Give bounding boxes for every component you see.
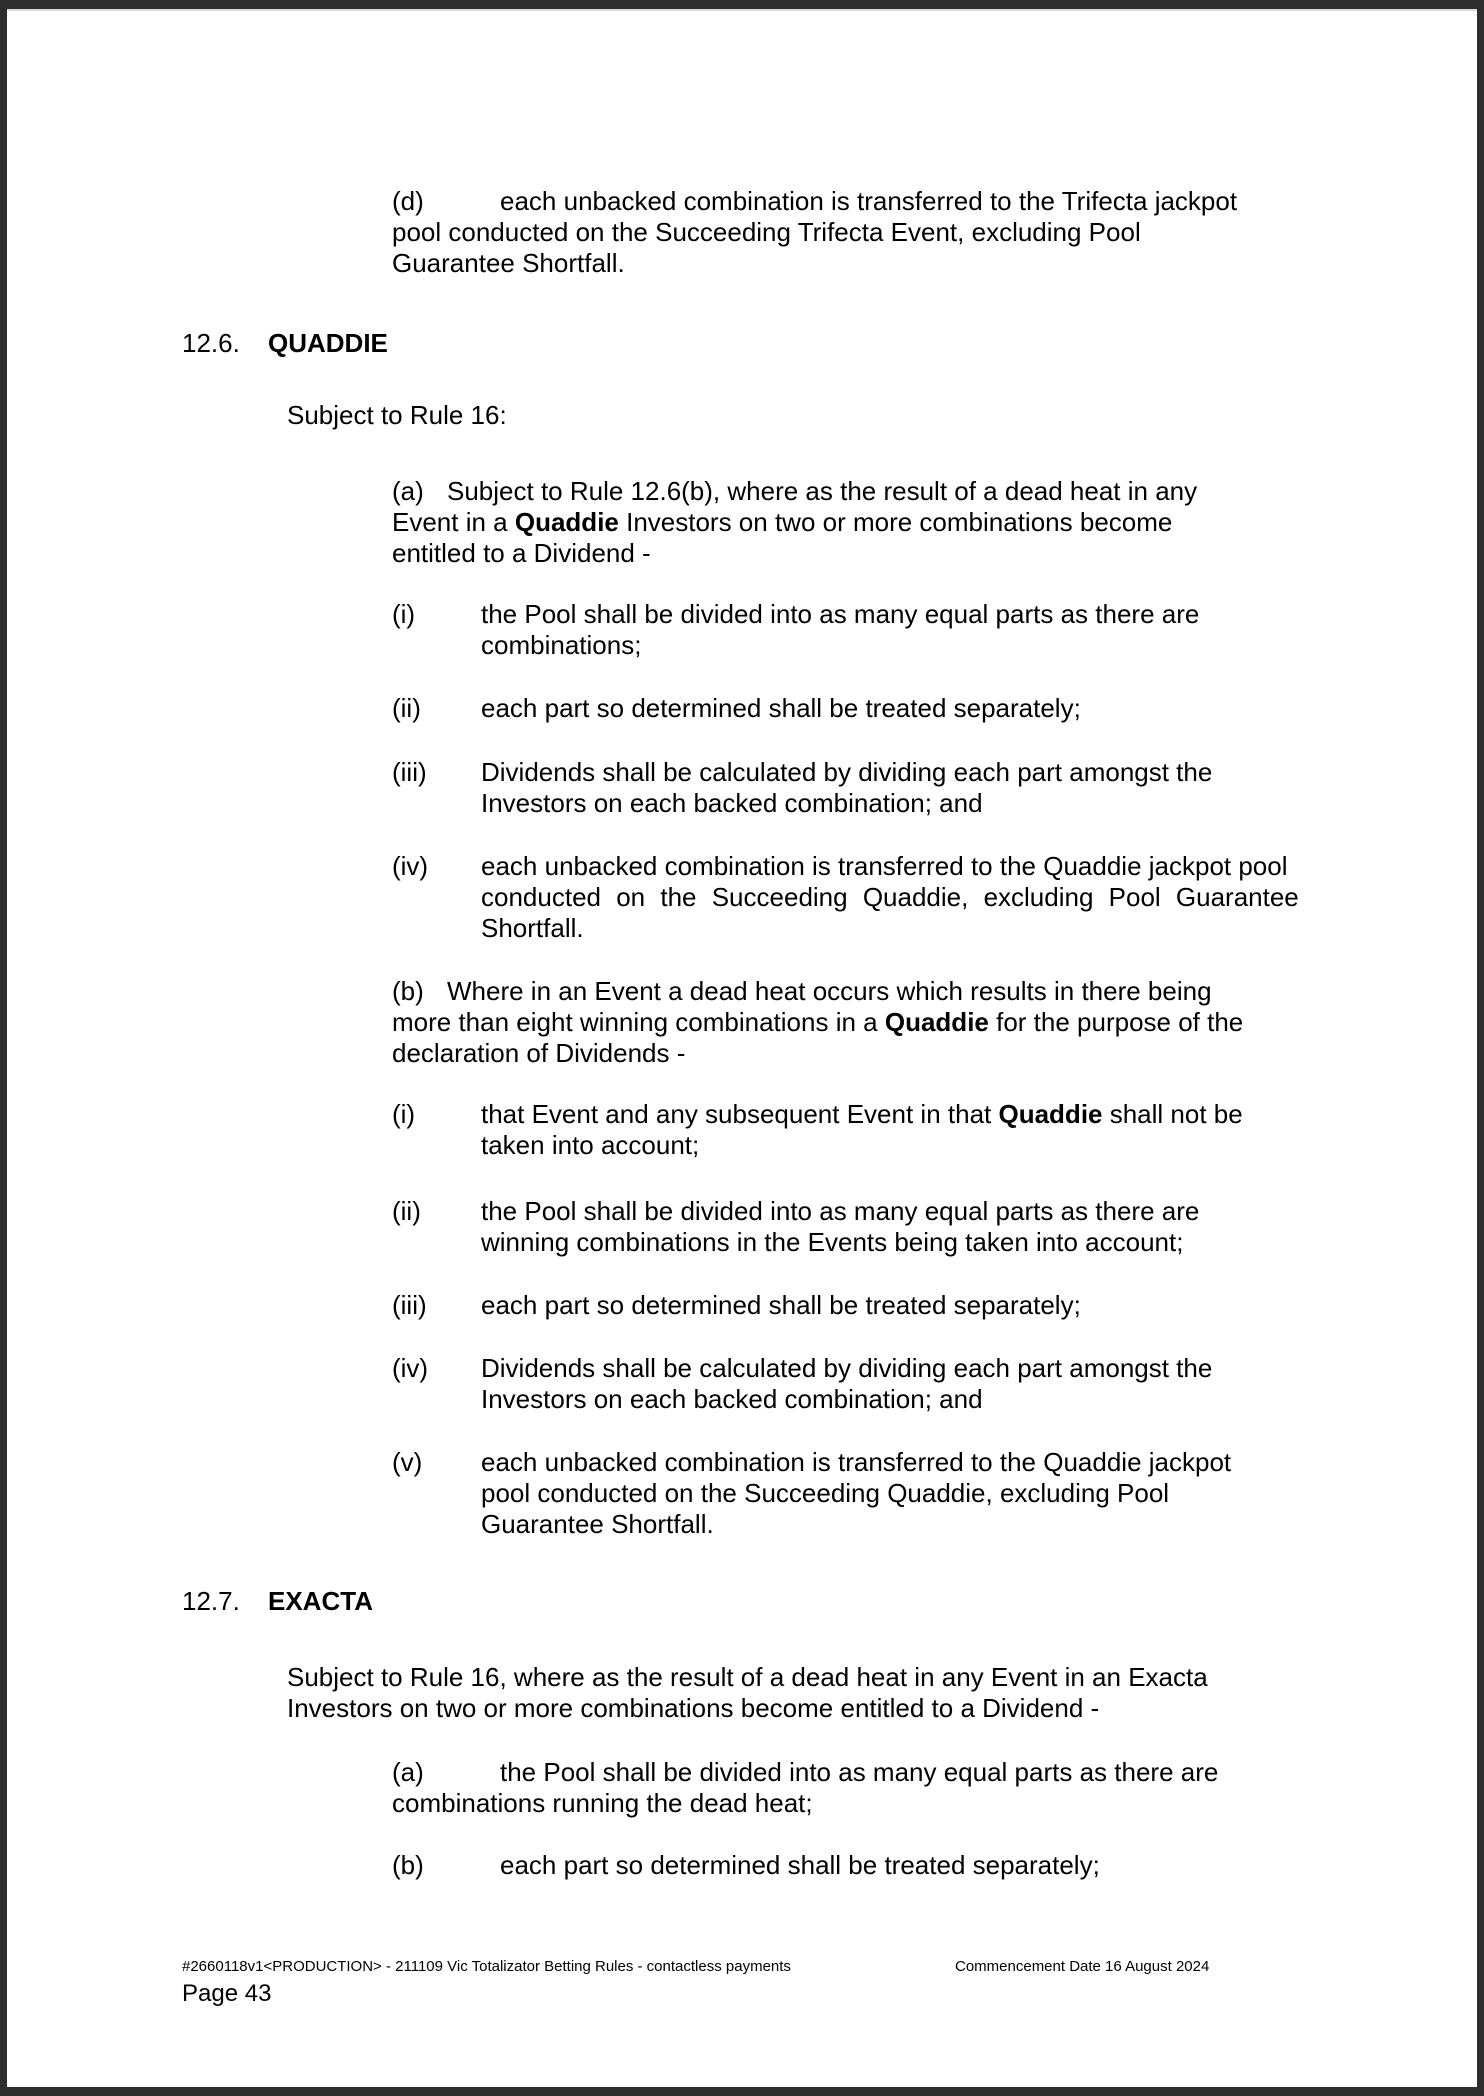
clause-line: Shortfall. [481, 913, 584, 943]
clause-line [392, 1099, 1243, 1130]
clause-line: Guarantee Shortfall. [481, 1509, 714, 1539]
clause-line: taken into account; [481, 1130, 700, 1160]
clause-line: winning combinations in the Events being taken into account; [481, 1227, 1184, 1257]
clause-12-6-a [392, 476, 1197, 569]
clause-label: (iii) [392, 757, 427, 787]
section-12-6-intro [287, 400, 507, 431]
clause-line [392, 1290, 1081, 1321]
clause-line [392, 1447, 1231, 1478]
clause-label: (v) [392, 1447, 423, 1477]
clause-12-6-b-iii [392, 1290, 1081, 1321]
clause-12-6-a-ii [392, 693, 1081, 724]
clause-line [392, 1757, 1218, 1788]
clause-label: (a) [392, 476, 424, 506]
footer-commencement-date: Commencement Date 16 August 2024 [955, 1958, 1210, 1975]
footer-page-number: Page 43 [182, 1980, 272, 2007]
clause-text: the Pool shall be divided into as many equal parts as there are [500, 1757, 1219, 1787]
clause-line [392, 1353, 1212, 1384]
clause-line [392, 851, 1299, 882]
clause-12-6-b-iv [392, 1353, 1212, 1415]
clause-line [392, 693, 1081, 724]
clause-text: the Pool shall be divided into as many equal parts as there are [481, 599, 1200, 629]
clause-label: (b) [392, 976, 424, 1006]
clause-line [392, 1850, 1100, 1881]
clause-text: that Event and any subsequent Event in that Quaddie shall not be [481, 1099, 1243, 1129]
clause-12-7-a [392, 1757, 1218, 1819]
clause-label: (iv) [392, 851, 429, 881]
clause-text: each part so determined shall be treated separately; [481, 693, 1081, 723]
clause-12-6-a-i [392, 599, 1199, 661]
clause-line [392, 599, 1199, 630]
clause-line: Investors on each backed combination; and [481, 1384, 983, 1414]
clause-label: (i) [392, 599, 416, 629]
clause-text: each part so determined shall be treated separately; [500, 1850, 1100, 1880]
clause-line [392, 976, 1243, 1007]
clause-line [392, 757, 1212, 788]
clause-12-6-b [392, 976, 1243, 1069]
clause-12-6-b-v [392, 1447, 1231, 1540]
clause-line [392, 1196, 1199, 1227]
section-title: EXACTA [268, 1586, 373, 1616]
section-12-6-heading [182, 328, 388, 359]
clause-line: combinations running the dead heat; [392, 1788, 813, 1818]
clause-line: more than eight winning combinations in a Quaddie for the purpose of the [392, 1007, 1244, 1037]
clause-line: Event in a Quaddie Investors on two or more combinations become [392, 507, 1173, 537]
clause-line: pool conducted on the Succeeding Trifecta Event, excluding Pool [392, 217, 1141, 247]
clause-label: (a) [392, 1757, 424, 1787]
clause-line [392, 476, 1197, 507]
clause-text: Dividends shall be calculated by dividing each part amongst the [481, 757, 1213, 787]
clause-12-6-a-iv [392, 851, 1299, 944]
clause-12-6-b-ii [392, 1196, 1199, 1258]
clause-line: declaration of Dividends - [392, 1038, 686, 1068]
clause-line: Guarantee Shortfall. [392, 248, 625, 278]
clause-line: Investors on each backed combination; and [481, 788, 983, 818]
clause-12-7-b [392, 1850, 1100, 1881]
clause-label: (ii) [392, 693, 421, 723]
clause-label: (ii) [392, 1196, 421, 1226]
section-12-7-intro [287, 1662, 1208, 1724]
clause-label: (i) [392, 1099, 416, 1129]
clause-line [392, 186, 1237, 217]
clause-label: (b) [392, 1850, 424, 1880]
paragraph-line: Subject to Rule 16, where as the result of a dead heat in any Event in an Exacta [287, 1662, 1208, 1692]
section-number: 12.7. [182, 1586, 240, 1616]
clause-text: each part so determined shall be treated separately; [481, 1290, 1081, 1320]
clause-d [392, 186, 1237, 279]
footer-doc-reference: #2660118v1<PRODUCTION> - 211109 Vic Totalizator Betting Rules - contactless payments [182, 1958, 791, 1975]
clause-text: each unbacked combination is transferred to the Quaddie jackpot pool [481, 851, 1288, 881]
clause-line: pool conducted on the Succeeding Quaddie, excluding Pool [481, 1478, 1170, 1508]
clause-label: (iv) [392, 1353, 429, 1383]
section-12-7-heading [182, 1586, 373, 1617]
clause-12-6-a-iii [392, 757, 1212, 819]
clause-label: (iii) [392, 1290, 427, 1320]
clause-text: each unbacked combination is transferred to the Trifecta jackpot [500, 186, 1238, 216]
clause-line: combinations; [481, 630, 642, 660]
clause-line: conducted on the Succeeding Quaddie, excluding Pool Guarantee [481, 882, 1299, 912]
section-number: 12.6. [182, 328, 240, 358]
clause-text: Subject to Rule 12.6(b), where as the result of a dead heat in any [447, 476, 1198, 506]
clause-text: each unbacked combination is transferred to the Quaddie jackpot [481, 1447, 1232, 1477]
paragraph-line: Subject to Rule 16: [287, 400, 507, 430]
clause-text: Where in an Event a dead heat occurs which results in there being [447, 976, 1212, 1006]
clause-text: the Pool shall be divided into as many equal parts as there are [481, 1196, 1200, 1226]
section-title: QUADDIE [268, 328, 388, 358]
clause-line: entitled to a Dividend - [392, 538, 651, 568]
clause-label: (d) [392, 186, 424, 216]
paragraph-line: Investors on two or more combinations become entitled to a Dividend - [287, 1693, 1100, 1723]
clause-12-6-b-i [392, 1099, 1243, 1161]
clause-text: Dividends shall be calculated by dividing each part amongst the [481, 1353, 1213, 1383]
